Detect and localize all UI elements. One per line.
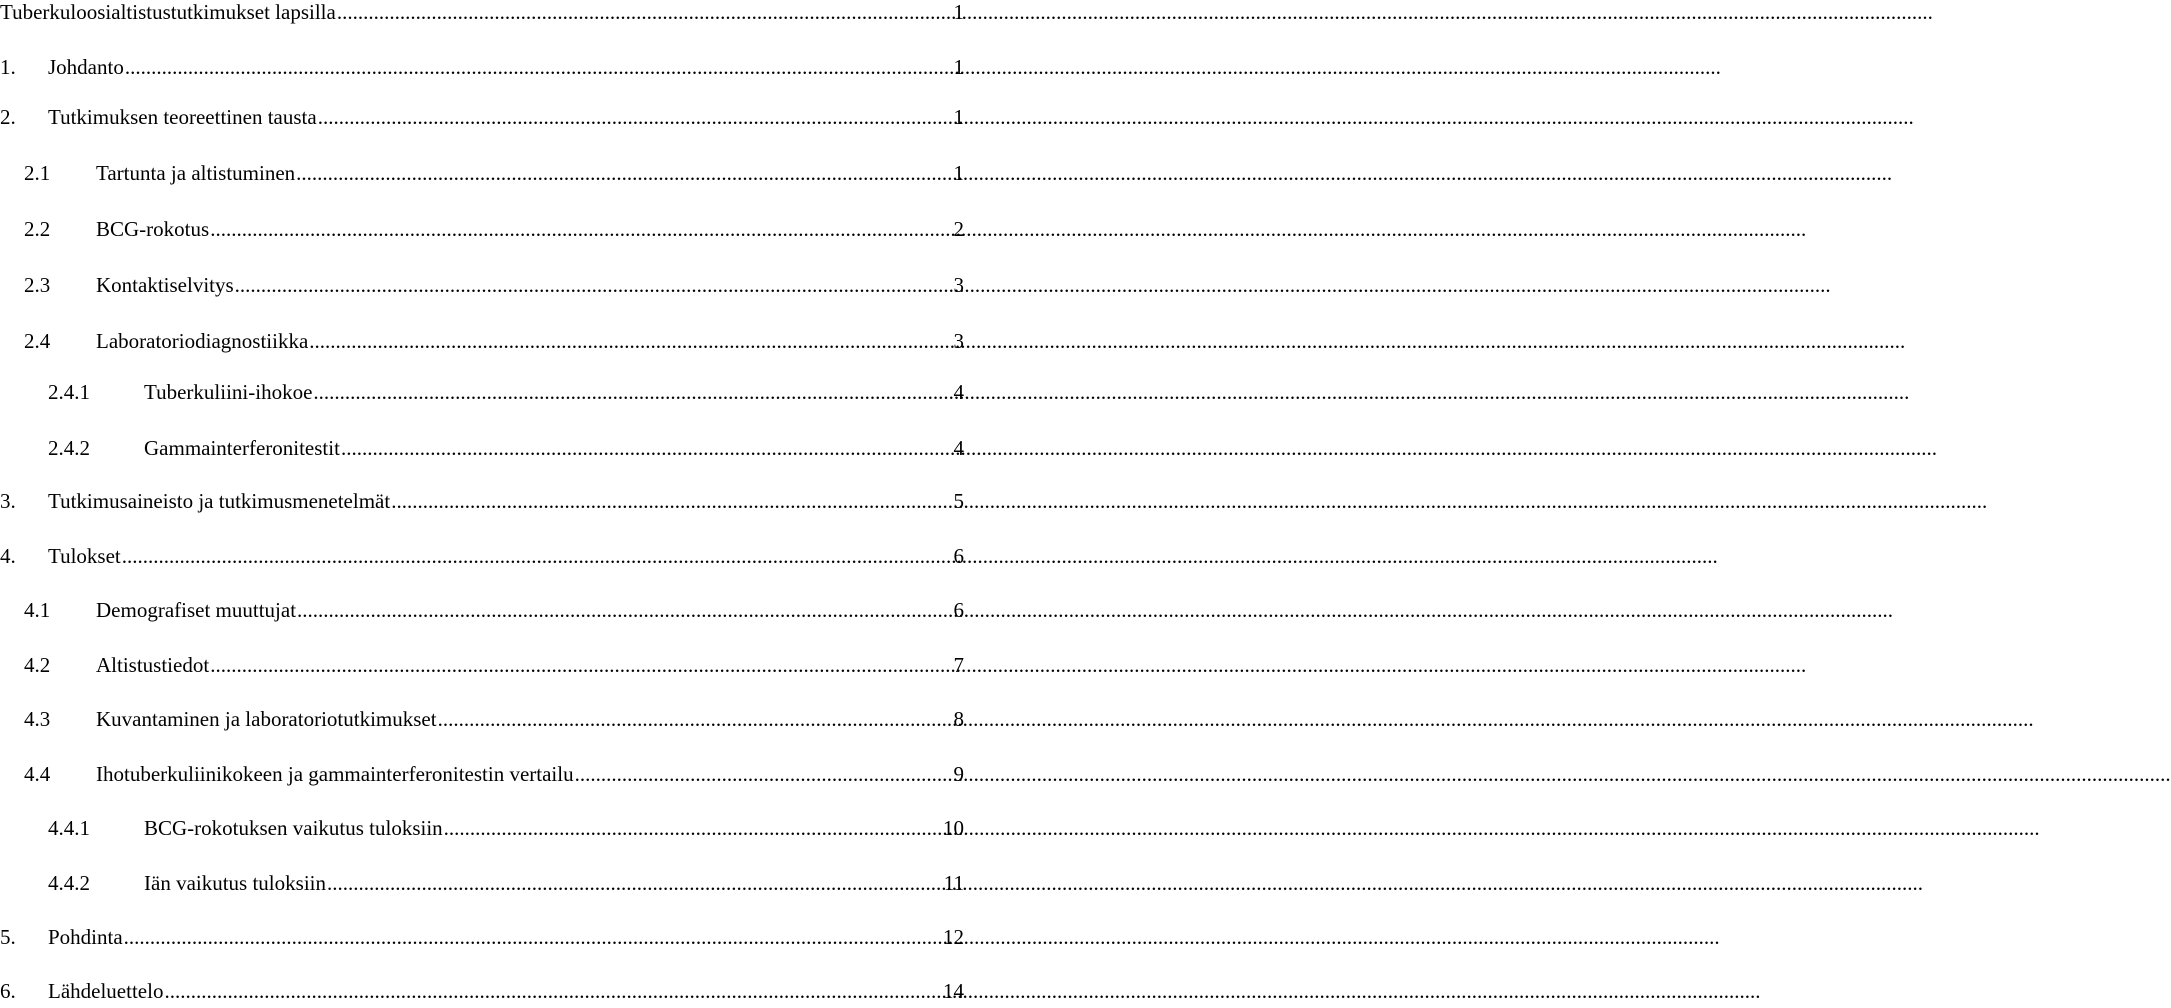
toc-entry-page: 4 [953, 380, 964, 404]
toc-entry[interactable] [24, 212, 964, 246]
toc-dot-leader [297, 593, 951, 627]
toc-entry[interactable] [0, 974, 964, 1008]
toc-entry-page: 3 [953, 329, 964, 353]
toc-entry-title: Tutkimuksen teoreettinen tausta [48, 105, 317, 129]
toc-entry-number: 6. [0, 979, 16, 1003]
toc-entry-page: 8 [953, 707, 964, 731]
toc-entry[interactable] [0, 920, 964, 954]
toc-entry-page: 14 [943, 979, 964, 1003]
toc-entry-number: 2. [0, 105, 16, 129]
toc-entry-page: 4 [953, 436, 964, 460]
toc-entry[interactable] [24, 324, 964, 358]
toc-entry-title: Ihotuberkuliinikokeen ja gammainterferonitestin vertailu [96, 762, 574, 786]
toc-dot-leader [164, 974, 941, 1008]
toc-entry[interactable] [0, 484, 964, 518]
toc-entry-number: 2.4.1 [48, 380, 90, 404]
toc-entry[interactable] [0, 0, 964, 29]
toc-entry-number: 5. [0, 925, 16, 949]
toc-dot-leader [341, 431, 952, 465]
toc-dot-leader [210, 212, 951, 246]
toc-entry-title: Pohdinta [48, 925, 123, 949]
toc-dot-leader [125, 50, 952, 84]
toc-dot-leader [210, 648, 951, 682]
toc-entry-number: 2.1 [24, 161, 51, 185]
toc-entry[interactable] [48, 375, 964, 409]
toc-entry[interactable] [24, 757, 964, 791]
toc-dot-leader [444, 811, 941, 845]
toc-entry-number: 4. [0, 544, 16, 568]
toc-entry-page: 6 [953, 544, 964, 568]
toc-entry[interactable] [0, 100, 964, 134]
toc-entry-title: Tuberkuliini-ihokoe [144, 380, 313, 404]
toc-entry[interactable] [48, 811, 964, 845]
toc-entry-page: 3 [953, 273, 964, 297]
toc-entry-number: 2.3 [24, 273, 51, 297]
toc-entry-number: 4.4.2 [48, 871, 90, 895]
toc-entry-page: 12 [943, 925, 964, 949]
toc-dot-leader [438, 702, 952, 736]
toc-entry-title: Demografiset muuttujat [96, 598, 297, 622]
toc-entry-page: 1 [953, 0, 964, 24]
toc-dot-leader [313, 375, 951, 409]
toc-entry-page: 5 [953, 489, 964, 513]
toc-entry-number: 2.4.2 [48, 436, 90, 460]
toc-entry-title: Kuvantaminen ja laboratoriotutkimukset [96, 707, 437, 731]
toc-entry[interactable] [24, 268, 964, 302]
toc-entry-number: 1. [0, 55, 16, 79]
toc-entry-number: 4.3 [24, 707, 51, 731]
toc-entry-title: Tulokset [48, 544, 121, 568]
toc-entry-number: 4.4.1 [48, 816, 90, 840]
toc-entry-title: Altistustiedot [96, 653, 210, 677]
toc-entry-number: 3. [0, 489, 16, 513]
table-of-contents [0, 0, 964, 1003]
toc-entry[interactable] [0, 539, 964, 573]
toc-entry-title: Lähdeluettelo [48, 979, 164, 1003]
toc-entry-title: BCG-rokotuksen vaikutus tuloksiin [144, 816, 443, 840]
toc-dot-leader [327, 866, 942, 900]
toc-entry-title: Iän vaikutus tuloksiin [144, 871, 326, 895]
toc-entry[interactable] [24, 702, 964, 736]
toc-dot-leader [235, 268, 952, 302]
toc-entry-title: Kontaktiselvitys [96, 273, 234, 297]
toc-entry-title: Laboratoriodiagnostiikka [96, 329, 309, 353]
toc-entry-number: 2.2 [24, 217, 51, 241]
toc-entry[interactable] [48, 866, 964, 900]
toc-entry[interactable] [24, 156, 964, 190]
toc-entry-page: 9 [953, 762, 964, 786]
toc-entry-page: 6 [953, 598, 964, 622]
toc-entry-number: 2.4 [24, 329, 51, 353]
toc-entry-title: Gammainterferonitestit [144, 436, 340, 460]
toc-entry-page: 10 [943, 816, 964, 840]
toc-entry-page: 1 [953, 105, 964, 129]
toc-entry-title: Tartunta ja altistuminen [96, 161, 296, 185]
toc-entry-number: 4.4 [24, 762, 51, 786]
toc-dot-leader [575, 757, 952, 791]
toc-entry[interactable] [24, 648, 964, 682]
toc-entry-page: 11 [943, 871, 964, 895]
toc-entry[interactable] [24, 593, 964, 627]
toc-entry-page: 7 [953, 653, 964, 677]
toc-entry[interactable] [48, 431, 964, 465]
toc-entry-page: 2 [953, 217, 964, 241]
toc-dot-leader [296, 156, 951, 190]
toc-entry-title: BCG-rokotus [96, 217, 210, 241]
toc-dot-leader [124, 920, 941, 954]
toc-dot-leader [337, 0, 952, 29]
toc-entry-title: Tutkimusaineisto ja tutkimusmenetelmät [48, 489, 391, 513]
toc-dot-leader [391, 484, 951, 518]
toc-entry-page: 1 [953, 161, 964, 185]
toc-entry-page: 1 [953, 55, 964, 79]
toc-entry[interactable] [0, 50, 964, 84]
toc-entry-number: 4.1 [24, 598, 51, 622]
toc-entry-number: 4.2 [24, 653, 51, 677]
toc-entry-title: Johdanto [48, 55, 124, 79]
toc-entry-title: Tuberkuloosialtistustutkimukset lapsilla [0, 0, 336, 24]
toc-dot-leader [318, 100, 952, 134]
toc-dot-leader [122, 539, 952, 573]
toc-dot-leader [309, 324, 951, 358]
